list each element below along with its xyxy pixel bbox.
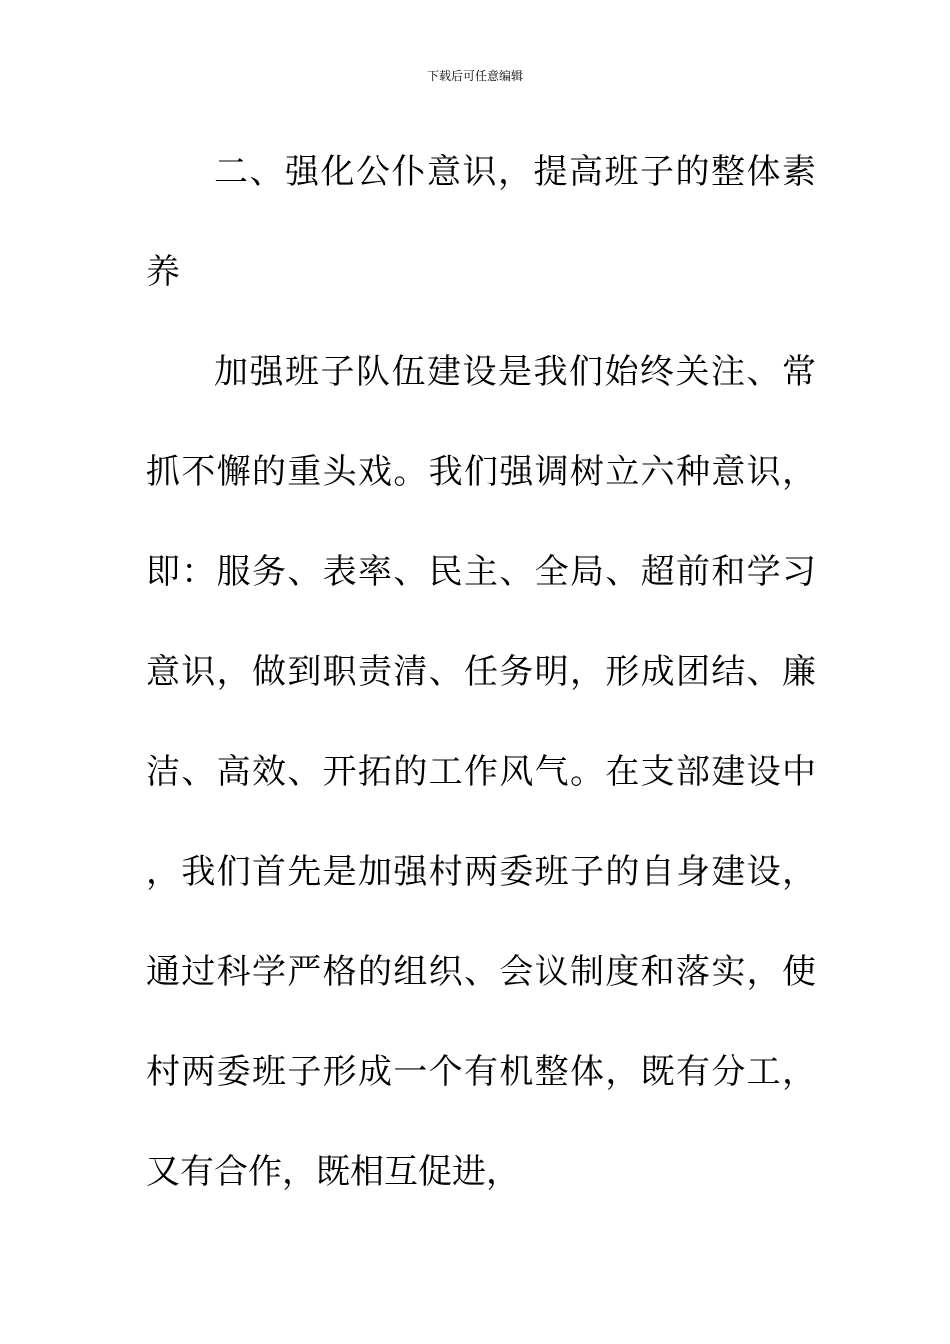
document-body <box>146 122 816 1222</box>
section-heading: 二、强化公仆意识，提高班子的整体素养 <box>146 152 816 292</box>
page-header-note: 下载后可任意编辑 <box>426 69 523 83</box>
body-paragraph: 加强班子队伍建设是我们始终关注、常抓不懈的重头戏。我们强调树立六种意识，即：服务、表率、民主、全局、超前和学习意识，做到职责清、任务明，形成团结、廉洁、高效、开拓的工作风气。在支部建设中，我们首先是加强村两委班子的自身建设，通过科学严格的组织、会议制度和落实，使村两委班子形成一个有机整体，既有分工，又有合作，既相互促进， <box>146 352 816 1192</box>
